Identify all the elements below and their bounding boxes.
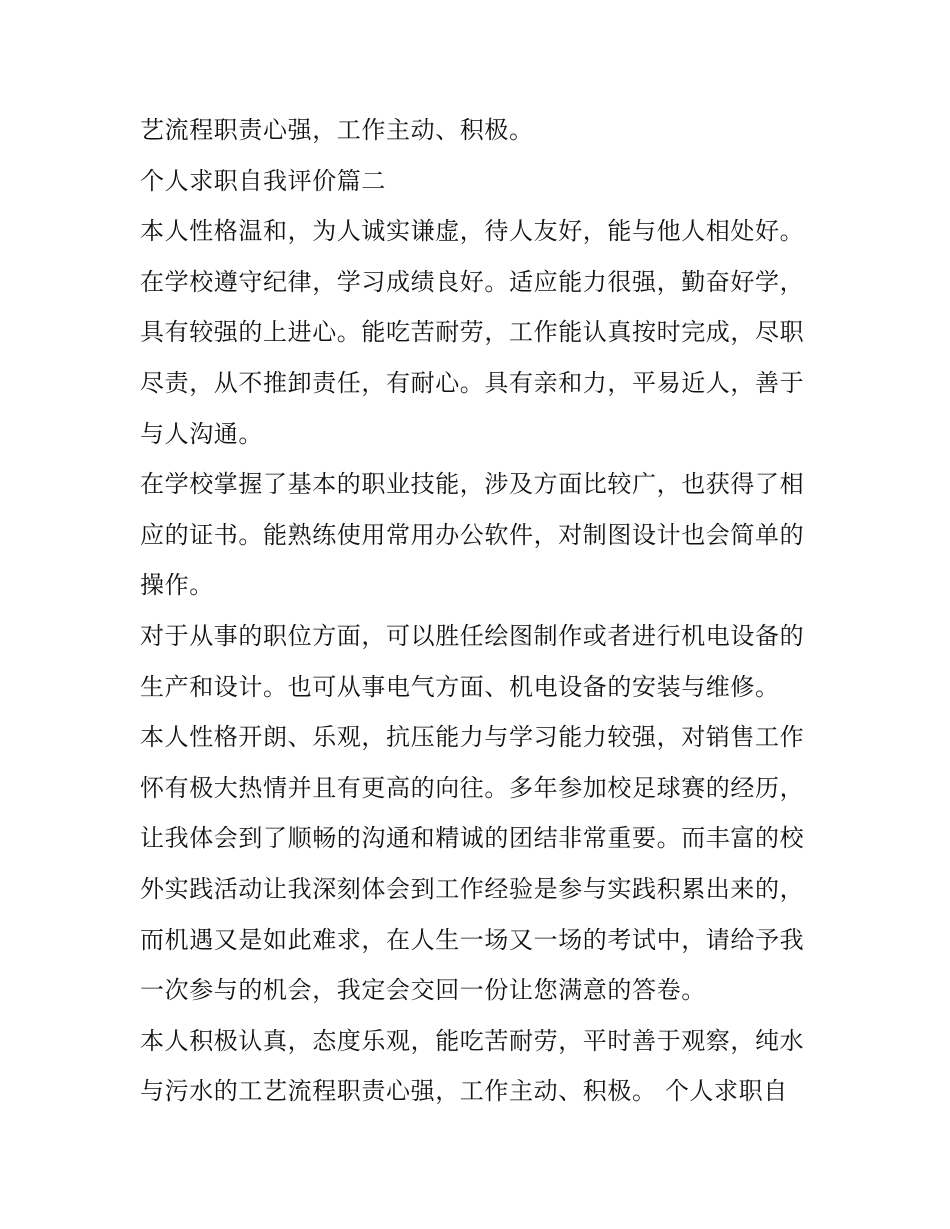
section-heading: 个人求职自我评价篇二	[140, 166, 386, 195]
text-line: 本人性格开朗、乐观，抗压能力与学习能力较强，对销售工作	[140, 723, 805, 752]
text-line: 生产和设计。也可从事电气方面、机电设备的安装与维修。	[140, 672, 780, 701]
text-line: 操作。	[140, 571, 214, 600]
text-line: 对于从事的职位方面，可以胜任绘图制作或者进行机电设备的	[140, 621, 805, 650]
text-line: 怀有极大热情并且有更高的向往。多年参加校足球赛的经历，	[140, 773, 805, 802]
text-line: 让我体会到了顺畅的沟通和精诚的团结非常重要。而丰富的校	[140, 824, 805, 853]
text-line: 一次参与的机会，我定会交回一份让您满意的答卷。	[140, 976, 706, 1005]
text-line: 外实践活动让我深刻体会到工作经验是参与实践积累出来的，	[140, 874, 805, 903]
text-line: 本人性格温和，为人诚实谦虚，待人友好，能与他人相处好。	[140, 217, 805, 246]
text-line: 尽责，从不推卸责任，有耐心。具有亲和力，平易近人，善于	[140, 368, 805, 397]
text-line: 与人沟通。	[140, 419, 263, 448]
text-line: 与污水的工艺流程职责心强，工作主动、积极。 个人求职自	[140, 1077, 788, 1106]
text-line: 具有较强的上进心。能吃苦耐劳，工作能认真按时完成，尽职	[140, 318, 805, 347]
text-line: 在学校掌握了基本的职业技能，涉及方面比较广，也获得了相	[140, 470, 805, 499]
text-line: 而机遇又是如此难求，在人生一场又一场的考试中，请给予我	[140, 925, 805, 954]
text-line: 艺流程职责心强，工作主动、积极。	[140, 116, 534, 144]
text-line: 应的证书。能熟练使用常用办公软件，对制图设计也会简单的	[140, 520, 805, 549]
body-text	[140, 105, 820, 1117]
text-line: 本人积极认真，态度乐观，能吃苦耐劳，平时善于观察，纯水	[140, 1026, 805, 1055]
text-line: 在学校遵守纪律，学习成绩良好。适应能力很强，勤奋好学，	[140, 267, 805, 296]
